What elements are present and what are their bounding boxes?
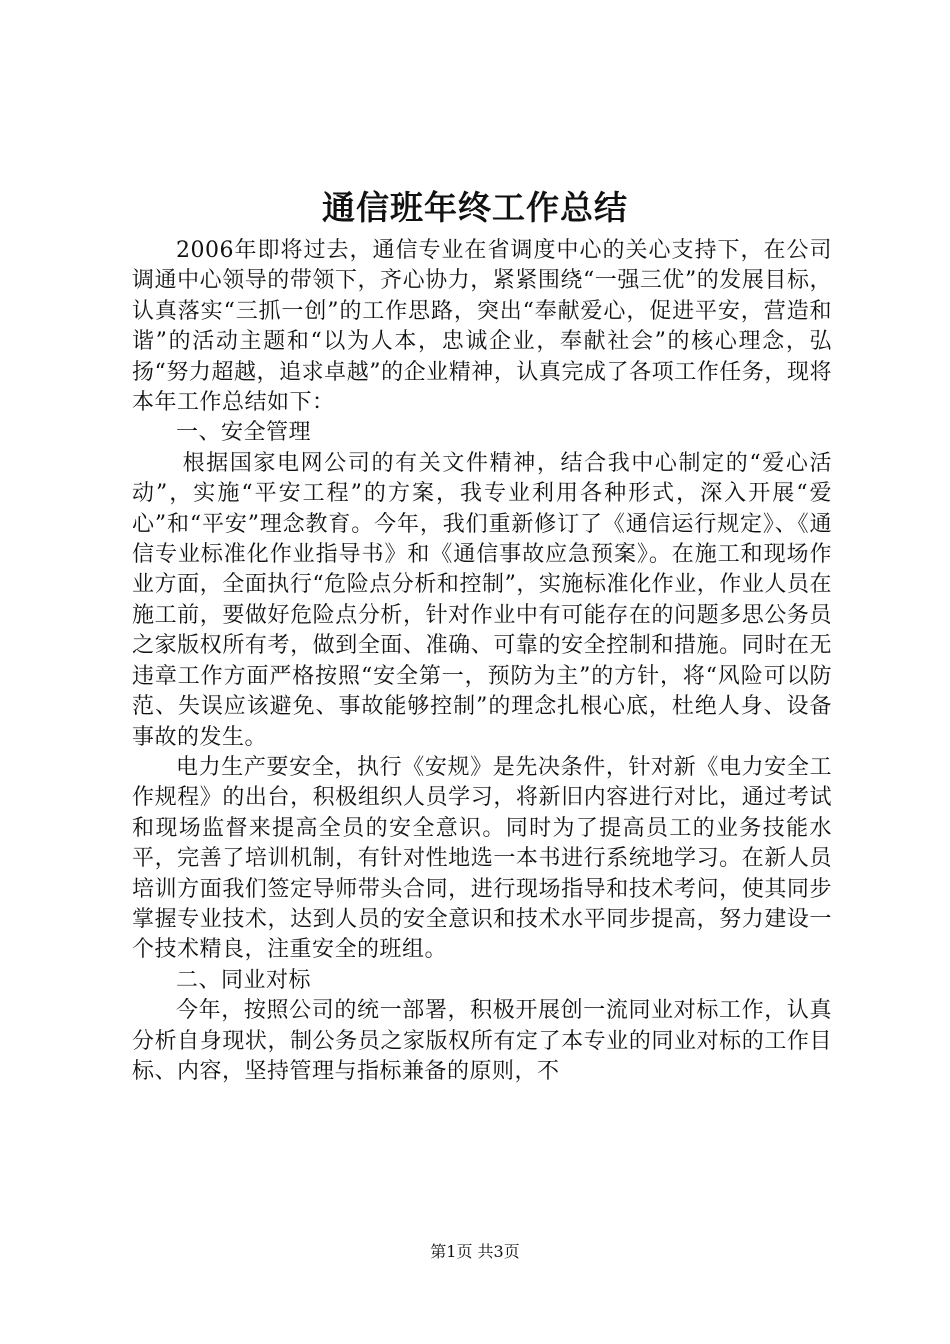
document-title: 通信班年终工作总结 — [322, 188, 628, 227]
benchmark-paragraph: 今年，按照公司的统一部署，积极开展创一流同业对标工作，认真分析自身现状，制公务员之家版权所有定了本专业的同业对标的工作目标、内容，坚持管理与指标兼备的原则，不 — [132, 998, 832, 1084]
document-body — [132, 236, 832, 1087]
section-heading-safety: 一、安全管理 — [176, 420, 312, 446]
safety-paragraph-1: 根据国家电网公司的有关文件精神，结合我中心制定的“爱心活动”，实施“平安工程”的方案，我专业利用各种形式，深入开展“爱心”和“平安”理念教育。今年，我们重新修订了《通信运行规定》、《通信专业标准化作业指导书》和《通信事故应急预案》。在施工和现场作业方面，全面执行“危险点分析和控制”，实施标准化作业，作业人员在施工前，要做好危险点分析，针对作业中有可能存在的问题多思公务员之家版权所有考，做到全面、准确、可靠的安全控制和措施。同时在无违章工作方面严格按照“安全第一，预防为主”的方针，将“风险可以防范、失误应该避免、事故能够控制”的理念扎根心底，杜绝人身、设备事故的发生。 — [132, 450, 832, 750]
intro-paragraph: 2006年即将过去，通信专业在省调度中心的关心支持下，在公司调通中心领导的带领下，齐心协力，紧紧围绕“一强三优”的发展目标，认真落实“三抓一创”的工作思路，突出“奉献爱心，促进平安，营造和谐”的活动主题和“以为人本，忠诚企业，奉献社会”的核心理念，弘扬“努力超越，追求卓越”的企业精神，认真完成了各项工作任务，现将本年工作总结如下： — [132, 238, 832, 416]
safety-paragraph-2: 电力生产要安全，执行《安规》是先决条件，针对新《电力安全工作规程》的出台，积极组织人员学习，将新旧内容进行对比，通过考试和现场监督来提高全员的安全意识。同时为了提高员工的业务技能水平，完善了培训机制，有针对性地选一本书进行系统地学习。在新人员培训方面我们签定导师带头合同，进行现场指导和技术考问，使其同步掌握专业技术，达到人员的安全意识和技术水平同步提高，努力建设一个技术精良，注重安全的班组。 — [132, 754, 832, 963]
section-heading-benchmark: 二、同业对标 — [176, 967, 312, 993]
page-footer: 第1页 共3页 — [430, 1242, 520, 1261]
